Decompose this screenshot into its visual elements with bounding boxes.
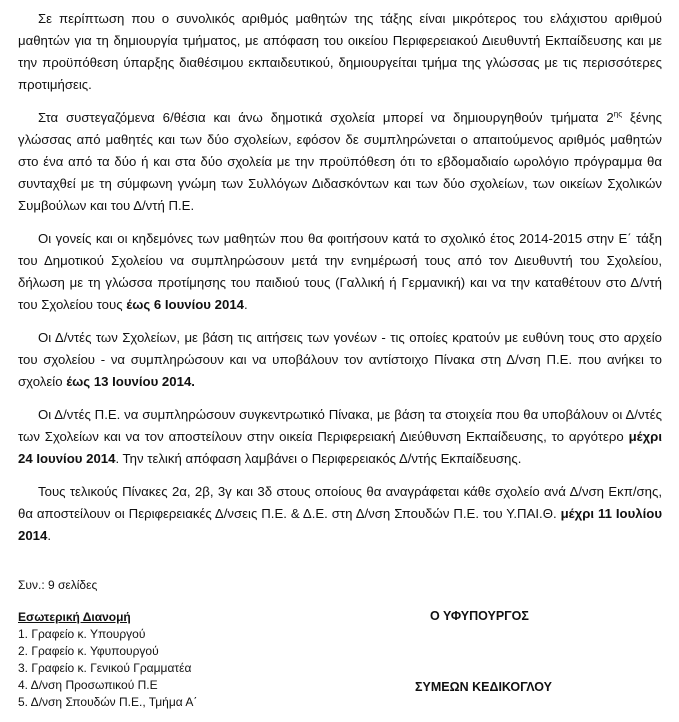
paragraph-6 bbox=[18, 481, 662, 547]
enclosures-note: Συν.: 9 σελίδες bbox=[18, 578, 98, 592]
deadline: μέχρι 11 Ιουλίου 2014 bbox=[18, 506, 662, 543]
deadline: έως 6 Ιουνίου 2014 bbox=[126, 297, 244, 312]
list-item: 3. Γραφείο κ. Γενικού Γραμματέα bbox=[18, 661, 192, 675]
paragraph-text: . bbox=[244, 297, 248, 312]
document-body bbox=[18, 8, 662, 558]
distribution-title: Εσωτερική Διανομή bbox=[18, 610, 131, 624]
ordinal-superscript: ης bbox=[613, 109, 623, 119]
signatory-title: Ο ΥΦΥΠΟΥΡΓΟΣ bbox=[430, 609, 529, 623]
list-item: 2. Γραφείο κ. Υφυπουργού bbox=[18, 644, 159, 658]
paragraph-2 bbox=[18, 107, 662, 217]
list-item: 4. Δ/νση Προσωπικού Π.Ε bbox=[18, 678, 158, 692]
deadline: έως 13 Ιουνίου 2014. bbox=[66, 374, 195, 389]
paragraph-text: Οι γονείς και οι κηδεμόνες των μαθητών που θα φοιτήσουν κατά το σχολικό έτος 2014-2015 στην Ε΄ τάξη του Δημοτικού Σχολείου να συμπληρώσουν μετά την ενημέρωσή τους από τον Διευθυντή του Σχολείου, δήλωση με τη γλώσσα προτίμησης του παιδιού τους (Γαλλική ή Γερμανική) και να την καταθέτουν στο Δ/ντή του Σχολείου τους bbox=[18, 231, 662, 312]
list-item: 5. Δ/νση Σπουδών Π.Ε., Τμήμα Α΄ bbox=[18, 695, 198, 709]
internal-distribution bbox=[18, 609, 197, 711]
paragraph-1 bbox=[18, 8, 662, 96]
paragraph-5 bbox=[18, 404, 662, 470]
distribution-list bbox=[18, 626, 197, 711]
deadline: μέχρι 24 Ιουνίου 2014 bbox=[18, 429, 662, 466]
list-item: 1. Γραφείο κ. Υπουργού bbox=[18, 627, 146, 641]
paragraph-text: . bbox=[47, 528, 52, 543]
paragraph-text: Στα συστεγαζόμενα 6/θέσια και άνω δημοτικά σχολεία μπορεί να δημιουργηθούν τμήματα 2 bbox=[38, 110, 614, 125]
paragraph-text: Σε περίπτωση που ο συνολικός αριθμός μαθητών της τάξης είναι μικρότερος του ελάχιστου αριθμού μαθητών για τη δημιουργία τμήματος, με απόφαση του οικείου Περιφερειακού Διευθυντή Εκπαίδευσης και με την προϋπόθεση ύπαρξης διαθέσιμου εκπαιδευτικού, δημιουργείται τμήμα της γλώσσας με τις περισσότερες προτιμήσεις. bbox=[18, 11, 662, 92]
paragraph-text: ξένης γλώσσας από μαθητές και των δύο σχολείων, εφόσον δε συμπληρώνεται ο απαιτούμενος αριθμός μαθητών στο ένα από τα δύο ή και στα δύο σχολεία με την προϋπόθεση ότι το εβδομαδιαίο ωρολόγιο πρόγραμμα θα συνταχθεί με τη σύμφωνη γνώμη των Συλλόγων Διδασκόντων και των δύο σχολείων, των οικείων Σχολικών Συμβούλων και του Δ/ντή Π.Ε. bbox=[18, 110, 663, 213]
paragraph-text: Τους τελικούς Πίνακες 2α, 2β, 3γ και 3δ στους οποίους θα αναγράφεται κάθε σχολείο ανά Δ/νση Εκπ/σης, θα αποστείλουν οι Περιφερειακές Δ/νσεις Π.Ε. & Δ.Ε. στη Δ/νση Σπουδών Π.Ε. του Υ.ΠΑΙ.Θ. bbox=[18, 484, 662, 521]
paragraph-text: Οι Δ/ντές των Σχολείων, με βάση τις αιτήσεις των γονέων - τις οποίες κρατούν με ευθύνη τους στο αρχείο του σχολείου - να συμπληρώσουν και να υποβάλουν τον αντίστοιχο Πίνακα στη Δ/νση Π.Ε. που ανήκει το σχολείο bbox=[18, 330, 662, 389]
paragraph-4 bbox=[18, 327, 662, 393]
signatory-name: ΣΥΜΕΩΝ ΚΕΔΙΚΟΓΛΟΥ bbox=[415, 680, 552, 694]
paragraph-text: Οι Δ/ντές Π.Ε. να συμπληρώσουν συγκεντρωτικό Πίνακα, με βάση τα στοιχεία που θα υποβάλουν οι Δ/ντές των Σχολείων και να τον αποστείλουν στην οικεία Περιφερειακή Διεύθυνση Εκπαίδευσης, το αργότερο bbox=[18, 407, 662, 444]
paragraph-3 bbox=[18, 228, 662, 316]
paragraph-text: . Την τελική απόφαση λαμβάνει ο Περιφερειακός Δ/ντής Εκπαίδευσης. bbox=[115, 451, 522, 466]
